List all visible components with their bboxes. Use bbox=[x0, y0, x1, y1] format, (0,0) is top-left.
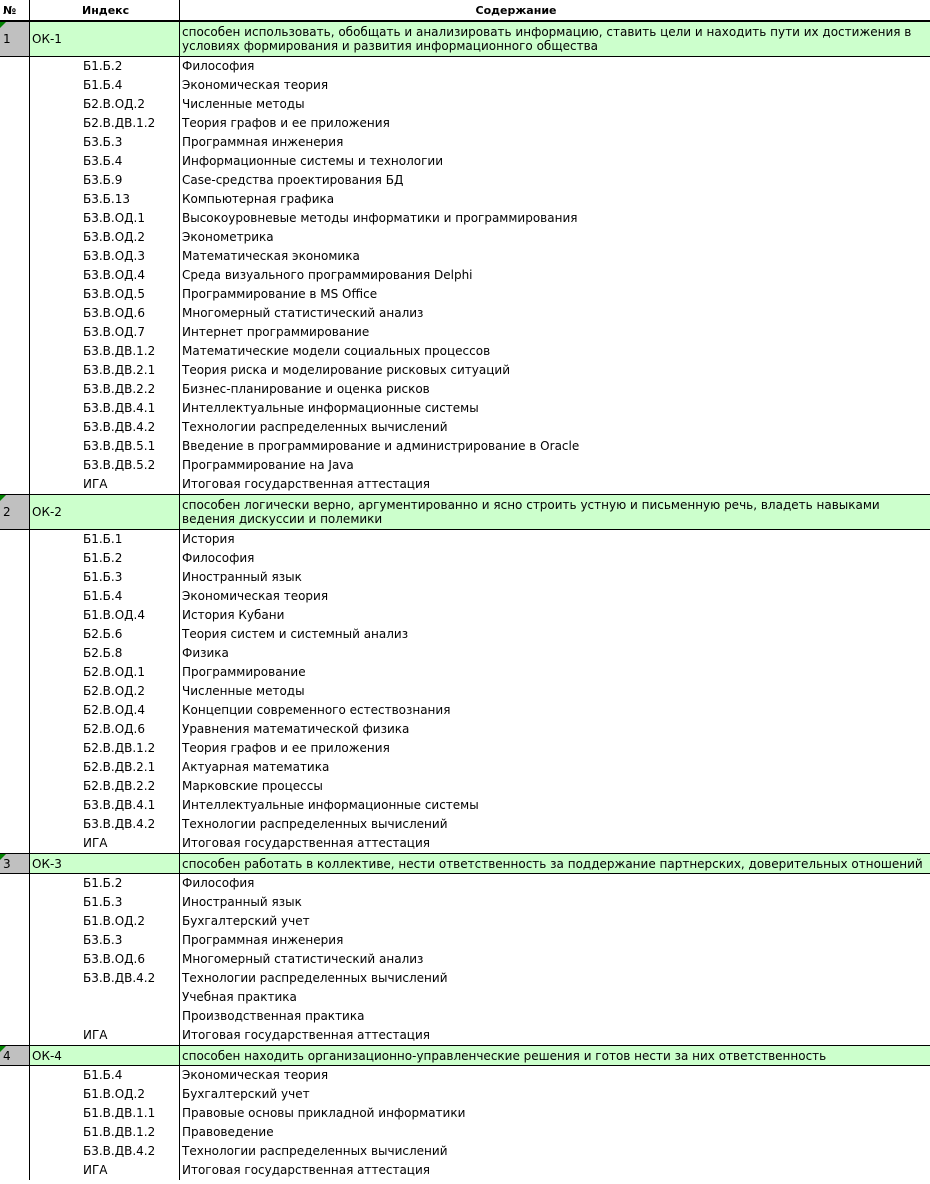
table-row[interactable] bbox=[0, 342, 930, 361]
cell-index[interactable] bbox=[30, 1007, 180, 1026]
cell-discipline[interactable]: Философия bbox=[182, 551, 255, 565]
table-row[interactable] bbox=[0, 739, 930, 758]
cell-num[interactable] bbox=[0, 456, 30, 475]
cell-num[interactable] bbox=[0, 931, 30, 950]
cell-discipline[interactable]: Итоговая государственная аттестация bbox=[182, 836, 430, 850]
table-row[interactable] bbox=[0, 663, 930, 682]
cell-num[interactable] bbox=[0, 190, 30, 209]
cell-num[interactable] bbox=[0, 815, 30, 834]
cell-index[interactable]: Б3.В.ДВ.4.1 bbox=[30, 399, 180, 418]
competency-number-text: 4 bbox=[3, 1048, 11, 1063]
cell-num[interactable] bbox=[0, 758, 30, 777]
cell-num[interactable] bbox=[0, 777, 30, 796]
table-row[interactable] bbox=[0, 190, 930, 209]
cell-discipline[interactable]: Программирование на Java bbox=[182, 458, 354, 472]
competency-description-text: способен работать в коллективе, нести ответственность за поддержание партнерских, доверительных отношений bbox=[182, 856, 923, 871]
cell-discipline[interactable]: Актуарная математика bbox=[182, 760, 330, 774]
cell-discipline[interactable]: Философия bbox=[182, 876, 255, 890]
cell-discipline[interactable]: Программирование в MS Office bbox=[182, 287, 378, 301]
cell-discipline[interactable]: Учебная практика bbox=[182, 990, 297, 1004]
cell-index[interactable]: Б3.Б.9 bbox=[30, 171, 180, 190]
cell-index[interactable]: Б3.В.ДВ.5.1 bbox=[30, 437, 180, 456]
cell-discipline[interactable]: Эконометрика bbox=[182, 230, 274, 244]
table-header bbox=[0, 0, 930, 21]
cell-index[interactable]: Б3.В.ДВ.5.2 bbox=[30, 456, 180, 475]
cell-discipline[interactable]: Программирование bbox=[182, 665, 306, 679]
cell-num[interactable] bbox=[0, 247, 30, 266]
cell-index[interactable]: Б1.Б.1 bbox=[30, 530, 180, 549]
cell-num[interactable] bbox=[0, 342, 30, 361]
cell-index[interactable] bbox=[30, 988, 180, 1007]
table-row[interactable] bbox=[0, 549, 930, 568]
table-row[interactable] bbox=[0, 380, 930, 399]
header-index[interactable]: Индекс bbox=[30, 0, 180, 20]
cell-index[interactable]: Б3.В.ОД.3 bbox=[30, 247, 180, 266]
table-row[interactable] bbox=[0, 777, 930, 796]
cell-discipline[interactable]: Технологии распределенных вычислений bbox=[182, 1144, 448, 1158]
cell-index[interactable]: Б3.В.ДВ.2.1 bbox=[30, 361, 180, 380]
cell-index[interactable]: Б1.В.ОД.4 bbox=[30, 606, 180, 625]
cell-num[interactable] bbox=[0, 912, 30, 931]
cell-discipline[interactable]: Высокоуровневые методы информатики и программирования bbox=[182, 211, 578, 225]
cell-discipline[interactable]: Интеллектуальные информационные системы bbox=[182, 798, 479, 812]
cell-num[interactable] bbox=[0, 304, 30, 323]
cell-discipline[interactable]: Интернет программирование bbox=[182, 325, 370, 339]
cell-num[interactable] bbox=[0, 1104, 30, 1123]
table-row[interactable] bbox=[0, 834, 930, 853]
competency-code[interactable]: ОК-1 bbox=[30, 22, 180, 56]
cell-num[interactable] bbox=[0, 57, 30, 76]
table-row[interactable] bbox=[0, 133, 930, 152]
table-row[interactable] bbox=[0, 1066, 930, 1085]
cell-index[interactable]: Б3.В.ОД.2 bbox=[30, 228, 180, 247]
table-row[interactable] bbox=[0, 57, 930, 76]
cell-discipline[interactable]: Математические модели социальных процессов bbox=[182, 344, 491, 358]
cell-num[interactable] bbox=[0, 701, 30, 720]
cell-num[interactable] bbox=[0, 437, 30, 456]
cell-num[interactable] bbox=[0, 152, 30, 171]
cell-index[interactable]: Б3.Б.3 bbox=[30, 133, 180, 152]
table-row[interactable] bbox=[0, 361, 930, 380]
cell-index[interactable]: Б1.Б.4 bbox=[30, 76, 180, 95]
table-row[interactable] bbox=[0, 475, 930, 494]
cell-index[interactable]: Б1.В.ДВ.1.2 bbox=[30, 1123, 180, 1142]
cell-num[interactable] bbox=[0, 114, 30, 133]
cell-index[interactable]: Б2.В.ДВ.1.2 bbox=[30, 114, 180, 133]
cell-num[interactable] bbox=[0, 380, 30, 399]
cell-discipline[interactable]: Case-средства проектирования БД bbox=[182, 173, 404, 187]
cell-index[interactable]: Б1.Б.3 bbox=[30, 568, 180, 587]
table-row[interactable] bbox=[0, 228, 930, 247]
cell-discipline[interactable]: Программная инженерия bbox=[182, 933, 344, 947]
cell-num[interactable] bbox=[0, 1066, 30, 1085]
table-row[interactable] bbox=[0, 606, 930, 625]
table-row[interactable] bbox=[0, 815, 930, 834]
table-row[interactable] bbox=[0, 323, 930, 342]
competency-code[interactable]: ОК-3 bbox=[30, 854, 180, 873]
cell-index[interactable]: Б2.В.ДВ.2.1 bbox=[30, 758, 180, 777]
cell-num[interactable] bbox=[0, 644, 30, 663]
table-row[interactable] bbox=[0, 114, 930, 133]
cell-num[interactable] bbox=[0, 1085, 30, 1104]
cell-num[interactable] bbox=[0, 1142, 30, 1161]
cell-num[interactable] bbox=[0, 682, 30, 701]
table-row[interactable] bbox=[0, 285, 930, 304]
competency-number[interactable] bbox=[0, 495, 30, 529]
cell-index[interactable]: Б2.В.ОД.6 bbox=[30, 720, 180, 739]
header-content[interactable]: Содержание bbox=[475, 3, 557, 17]
cell-discipline[interactable]: Теория графов и ее приложения bbox=[182, 116, 390, 130]
table-row[interactable] bbox=[0, 456, 930, 475]
table-row[interactable] bbox=[0, 1007, 930, 1026]
table-row[interactable] bbox=[0, 1104, 930, 1123]
cell-index[interactable]: Б1.В.ОД.2 bbox=[30, 1085, 180, 1104]
cell-num[interactable] bbox=[0, 625, 30, 644]
cell-discipline[interactable]: Итоговая государственная аттестация bbox=[182, 477, 430, 491]
table-row[interactable] bbox=[0, 950, 930, 969]
cell-index[interactable]: Б2.Б.6 bbox=[30, 625, 180, 644]
cell-discipline[interactable]: Философия bbox=[182, 59, 255, 73]
cell-index[interactable]: Б3.В.ДВ.4.2 bbox=[30, 815, 180, 834]
cell-num[interactable] bbox=[0, 549, 30, 568]
cell-num[interactable] bbox=[0, 1026, 30, 1045]
cell-index[interactable]: Б1.Б.4 bbox=[30, 587, 180, 606]
cell-index[interactable]: Б3.Б.13 bbox=[30, 190, 180, 209]
table-row[interactable] bbox=[0, 171, 930, 190]
cell-num[interactable] bbox=[0, 323, 30, 342]
cell-num[interactable] bbox=[0, 969, 30, 988]
cell-discipline[interactable]: Бизнес-планирование и оценка рисков bbox=[182, 382, 430, 396]
cell-discipline[interactable]: Математическая экономика bbox=[182, 249, 360, 263]
cell-discipline[interactable]: Информационные системы и технологии bbox=[182, 154, 444, 168]
comment-marker-icon bbox=[0, 1046, 6, 1052]
cell-discipline[interactable]: Иностранный язык bbox=[182, 570, 302, 584]
table-row[interactable] bbox=[0, 587, 930, 606]
table-row[interactable] bbox=[0, 758, 930, 777]
cell-num[interactable] bbox=[0, 874, 30, 893]
cell-discipline[interactable]: Итоговая государственная аттестация bbox=[182, 1028, 430, 1042]
cell-discipline[interactable]: Экономическая теория bbox=[182, 589, 329, 603]
cell-index[interactable]: Б1.Б.2 bbox=[30, 549, 180, 568]
cell-index[interactable]: Б3.В.ДВ.4.1 bbox=[30, 796, 180, 815]
cell-index[interactable]: Б2.В.ОД.4 bbox=[30, 701, 180, 720]
cell-index[interactable]: Б3.В.ДВ.2.2 bbox=[30, 380, 180, 399]
cell-num[interactable] bbox=[0, 209, 30, 228]
table-row[interactable] bbox=[0, 701, 930, 720]
table-row[interactable] bbox=[0, 644, 930, 663]
cell-index[interactable]: Б1.Б.2 bbox=[30, 874, 180, 893]
table-row[interactable] bbox=[0, 988, 930, 1007]
table-row[interactable] bbox=[0, 76, 930, 95]
cell-index[interactable]: Б3.В.ДВ.4.2 bbox=[30, 969, 180, 988]
cell-discipline[interactable]: Численные методы bbox=[182, 684, 305, 698]
competency-description[interactable] bbox=[180, 495, 930, 529]
table-row[interactable] bbox=[0, 682, 930, 701]
comment-marker-icon bbox=[0, 495, 6, 501]
cell-index[interactable]: Б3.В.ОД.1 bbox=[30, 209, 180, 228]
table-row[interactable] bbox=[0, 418, 930, 437]
table-row[interactable] bbox=[0, 625, 930, 644]
cell-index[interactable]: Б3.Б.4 bbox=[30, 152, 180, 171]
competency-description-text: способен использовать, обобщать и анализировать информацию, ставить цели и находить пути их достижения в условиях формирования и развития информационного общества bbox=[182, 25, 912, 53]
table-row[interactable] bbox=[0, 304, 930, 323]
cell-num[interactable] bbox=[0, 988, 30, 1007]
cell-index[interactable]: Б3.В.ОД.6 bbox=[30, 950, 180, 969]
competency-number[interactable] bbox=[0, 854, 30, 873]
cell-num[interactable] bbox=[0, 399, 30, 418]
cell-index[interactable]: Б3.Б.3 bbox=[30, 931, 180, 950]
cell-discipline[interactable]: Теория систем и системный анализ bbox=[182, 627, 409, 641]
table-row[interactable] bbox=[0, 266, 930, 285]
cell-num[interactable] bbox=[0, 285, 30, 304]
table-row[interactable] bbox=[0, 95, 930, 114]
cell-discipline[interactable]: История Кубани bbox=[182, 608, 285, 622]
cell-num[interactable] bbox=[0, 1161, 30, 1180]
cell-discipline[interactable]: Численные методы bbox=[182, 97, 305, 111]
cell-discipline[interactable]: Программная инженерия bbox=[182, 135, 344, 149]
cell-discipline[interactable]: Марковские процессы bbox=[182, 779, 323, 793]
table-row[interactable] bbox=[0, 1142, 930, 1161]
competency-description[interactable] bbox=[180, 1046, 930, 1065]
cell-discipline[interactable]: Технологии распределенных вычислений bbox=[182, 420, 448, 434]
cell-num[interactable] bbox=[0, 950, 30, 969]
cell-discipline[interactable]: Иностранный язык bbox=[182, 895, 302, 909]
competency-row[interactable] bbox=[0, 494, 930, 530]
competency-number-text: 2 bbox=[3, 505, 11, 519]
competency-description-text: способен находить организационно-управленческие решения и готов нести за них ответственность bbox=[182, 1048, 827, 1063]
table-row[interactable] bbox=[0, 1123, 930, 1142]
cell-index[interactable]: ИГА bbox=[30, 475, 180, 494]
table-row[interactable] bbox=[0, 969, 930, 988]
cell-index[interactable]: ИГА bbox=[30, 1161, 180, 1180]
competency-row[interactable] bbox=[0, 1045, 930, 1066]
table-row[interactable] bbox=[0, 247, 930, 266]
cell-index[interactable]: ИГА bbox=[30, 834, 180, 853]
cell-num[interactable] bbox=[0, 796, 30, 815]
table-row[interactable] bbox=[0, 912, 930, 931]
table-row[interactable] bbox=[0, 399, 930, 418]
table-row[interactable] bbox=[0, 796, 930, 815]
competency-row[interactable] bbox=[0, 853, 930, 874]
cell-index[interactable]: Б1.Б.4 bbox=[30, 1066, 180, 1085]
cell-discipline[interactable]: Правовые основы прикладной информатики bbox=[182, 1106, 466, 1120]
competency-description[interactable] bbox=[180, 22, 930, 56]
table-row[interactable] bbox=[0, 568, 930, 587]
cell-num[interactable] bbox=[0, 361, 30, 380]
cell-index[interactable]: Б2.Б.8 bbox=[30, 644, 180, 663]
cell-discipline[interactable]: Среда визуального программирования Delphi bbox=[182, 268, 473, 282]
cell-discipline[interactable]: Уравнения математической физика bbox=[182, 722, 410, 736]
cell-num[interactable] bbox=[0, 475, 30, 494]
cell-index[interactable]: Б2.В.ОД.2 bbox=[30, 682, 180, 701]
cell-num[interactable] bbox=[0, 568, 30, 587]
cell-discipline[interactable]: Компьютерная графика bbox=[182, 192, 335, 206]
cell-index[interactable]: Б3.В.ОД.4 bbox=[30, 266, 180, 285]
cell-num[interactable] bbox=[0, 171, 30, 190]
competency-code[interactable]: ОК-2 bbox=[30, 495, 180, 529]
cell-index[interactable]: ИГА bbox=[30, 1026, 180, 1045]
cell-discipline[interactable]: Технологии распределенных вычислений bbox=[182, 817, 448, 831]
cell-discipline[interactable]: Физика bbox=[182, 646, 229, 660]
cell-discipline[interactable]: Интеллектуальные информационные системы bbox=[182, 401, 479, 415]
table-row[interactable] bbox=[0, 874, 930, 893]
cell-num[interactable] bbox=[0, 893, 30, 912]
cell-num[interactable] bbox=[0, 834, 30, 853]
cell-index[interactable]: Б3.В.ОД.6 bbox=[30, 304, 180, 323]
cell-num[interactable] bbox=[0, 1007, 30, 1026]
competency-number-text: 1 bbox=[3, 32, 11, 46]
cell-num[interactable] bbox=[0, 76, 30, 95]
cell-num[interactable] bbox=[0, 228, 30, 247]
competency-description[interactable] bbox=[180, 854, 930, 873]
cell-discipline[interactable]: Экономическая теория bbox=[182, 78, 329, 92]
table-row[interactable] bbox=[0, 1161, 930, 1180]
cell-num[interactable] bbox=[0, 606, 30, 625]
cell-num[interactable] bbox=[0, 663, 30, 682]
cell-discipline[interactable]: Концепции современного естествознания bbox=[182, 703, 451, 717]
table-row[interactable] bbox=[0, 437, 930, 456]
cell-discipline[interactable]: Многомерный статистический анализ bbox=[182, 952, 424, 966]
cell-discipline[interactable]: Производственная практика bbox=[182, 1009, 365, 1023]
competency-number-text: 3 bbox=[3, 856, 11, 871]
cell-index[interactable]: Б3.В.ОД.5 bbox=[30, 285, 180, 304]
cell-index[interactable]: Б2.В.ДВ.2.2 bbox=[30, 777, 180, 796]
cell-discipline[interactable]: Бухгалтерский учет bbox=[182, 1087, 310, 1101]
header-num[interactable]: № bbox=[0, 0, 30, 20]
cell-num[interactable] bbox=[0, 739, 30, 758]
competency-number[interactable] bbox=[0, 1046, 30, 1065]
cell-index[interactable]: Б2.В.ДВ.1.2 bbox=[30, 739, 180, 758]
cell-discipline[interactable]: Технологии распределенных вычислений bbox=[182, 971, 448, 985]
cell-index[interactable]: Б2.В.ОД.1 bbox=[30, 663, 180, 682]
cell-num[interactable] bbox=[0, 530, 30, 549]
cell-discipline[interactable]: Многомерный статистический анализ bbox=[182, 306, 424, 320]
competency-row[interactable] bbox=[0, 21, 930, 57]
cell-index[interactable]: Б1.Б.3 bbox=[30, 893, 180, 912]
table-row[interactable] bbox=[0, 720, 930, 739]
cell-index[interactable]: Б1.В.ОД.2 bbox=[30, 912, 180, 931]
table-body bbox=[0, 21, 930, 1180]
cell-num[interactable] bbox=[0, 418, 30, 437]
cell-discipline[interactable]: Бухгалтерский учет bbox=[182, 914, 310, 928]
cell-index[interactable]: Б3.В.ДВ.4.2 bbox=[30, 418, 180, 437]
table-row[interactable] bbox=[0, 931, 930, 950]
comment-marker-icon bbox=[0, 22, 6, 28]
cell-index[interactable]: Б3.В.ОД.7 bbox=[30, 323, 180, 342]
cell-discipline[interactable]: Теория риска и моделирование рисковых ситуаций bbox=[182, 363, 510, 377]
cell-num[interactable] bbox=[0, 95, 30, 114]
cell-num[interactable] bbox=[0, 1123, 30, 1142]
comment-marker-icon bbox=[0, 854, 6, 860]
cell-discipline[interactable]: Введение в программирование и администрирование в Oracle bbox=[182, 439, 580, 453]
cell-index[interactable]: Б2.В.ОД.2 bbox=[30, 95, 180, 114]
table-row[interactable] bbox=[0, 1026, 930, 1045]
cell-num[interactable] bbox=[0, 133, 30, 152]
competency-description-text: способен логически верно, аргументированно и ясно строить устную и письменную речь, владеть навыками ведения дискуссии и полемики bbox=[182, 498, 880, 526]
cell-num[interactable] bbox=[0, 266, 30, 285]
table-row[interactable] bbox=[0, 1085, 930, 1104]
cell-num[interactable] bbox=[0, 720, 30, 739]
cell-index[interactable]: Б1.Б.2 bbox=[30, 57, 180, 76]
competency-code[interactable]: ОК-4 bbox=[30, 1046, 180, 1065]
cell-discipline[interactable]: История bbox=[182, 532, 235, 546]
cell-discipline[interactable]: Экономическая теория bbox=[182, 1068, 329, 1082]
table-row[interactable] bbox=[0, 893, 930, 912]
competency-number[interactable] bbox=[0, 22, 30, 56]
cell-index[interactable]: Б3.В.ДВ.1.2 bbox=[30, 342, 180, 361]
cell-discipline[interactable]: Итоговая государственная аттестация bbox=[182, 1163, 430, 1177]
table-row[interactable] bbox=[0, 530, 930, 549]
table-row[interactable] bbox=[0, 209, 930, 228]
cell-discipline[interactable]: Правоведение bbox=[182, 1125, 274, 1139]
cell-discipline[interactable]: Теория графов и ее приложения bbox=[182, 741, 390, 755]
cell-index[interactable]: Б1.В.ДВ.1.1 bbox=[30, 1104, 180, 1123]
cell-index[interactable]: Б3.В.ДВ.4.2 bbox=[30, 1142, 180, 1161]
table-row[interactable] bbox=[0, 152, 930, 171]
cell-num[interactable] bbox=[0, 587, 30, 606]
